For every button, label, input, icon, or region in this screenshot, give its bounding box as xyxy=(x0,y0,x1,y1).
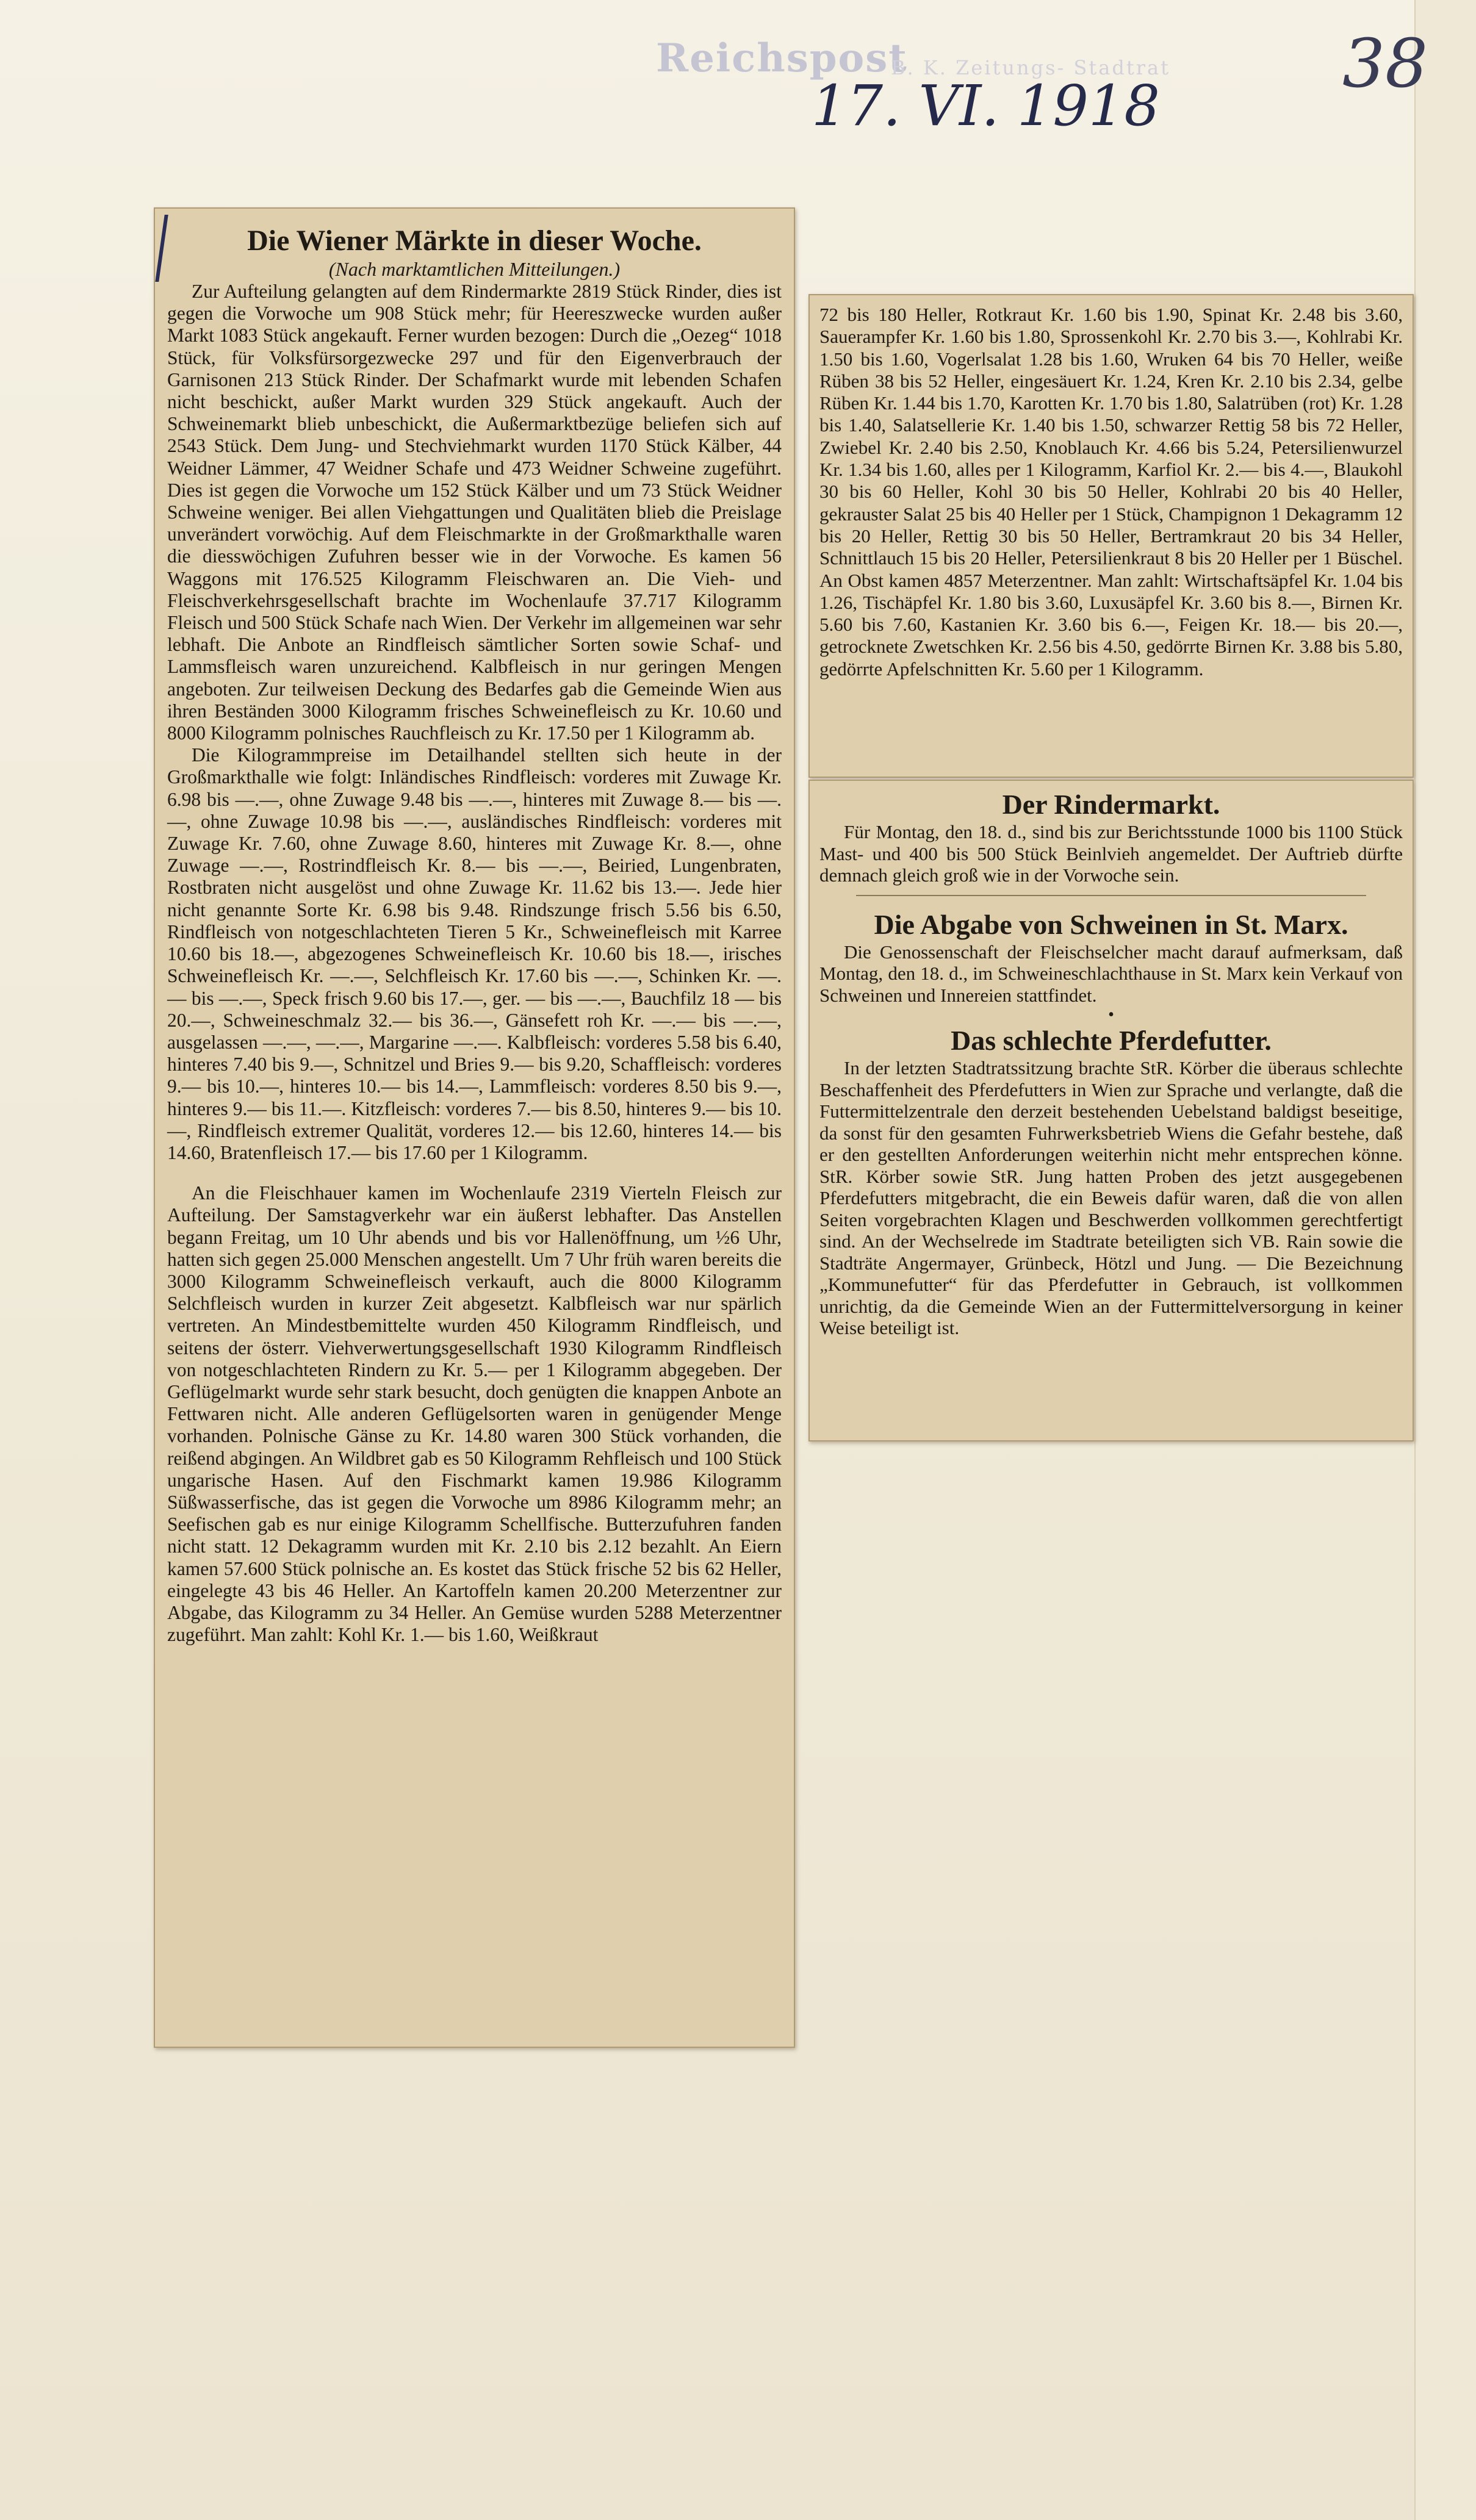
paragraph-gap xyxy=(167,1164,782,1182)
article-paragraph: In der letzten Stadtratssitzung brachte StR. Körber die überaus schlechte Beschaffenheit des Pferdefutters in Wien zur Sprache und verlangte, daß die Futtermittelzentrale den derzeit bestehenden Uebelstand baldigst beseitige, da sonst für den gesamten Fuhrwerksbetrieb Wiens die Gefahr bestehe, daß er den gestellten Anforderungen weiterhin nicht mehr entsprechen könne. StR. Körber sowie StR. Jung hatten Proben des jetzt ausgegebenen Pferdefutters mitgebracht, die ein Beweis dafür waren, daß die von allen Seiten vorgebrachten Klagen und Beschwerden vollkommen gerechtfertigt sind. An der Wechselrede im Stadtrate beteiligten sich VB. Rain sowie die Stadträte Angermayer, Grünbeck, Hötzl und Jung. — Die Bezeichnung „Kommunefutter“ für das Pferdefutter in Gebrauch, ist vollkommen unrichtig, da die Gemeinde Wien an der Futtermittelversorgung in keiner Weise beteiligt ist. xyxy=(819,1057,1403,1338)
sheet-edge xyxy=(1414,0,1476,2520)
divider xyxy=(856,895,1366,896)
page-number: 38 xyxy=(1342,24,1428,102)
article-subtitle: (Nach marktamtlichen Mitteilungen.) xyxy=(328,258,621,280)
clipping-markets xyxy=(154,207,795,2048)
article-paragraph: Die Genossenschaft der Fleischselcher macht darauf aufmerksam, daß Montag, den 18. d., im Schweineschlachthause in St. Marx kein Verkauf von Schweinen und Innereien stattfindet. xyxy=(819,941,1403,1006)
clipping-markets-continued xyxy=(808,294,1414,778)
article-title: Die Wiener Märkte in dieser Woche. xyxy=(247,224,702,257)
article-title: Der Rindermarkt. xyxy=(1002,789,1220,820)
article-paragraph: An die Fleischhauer kamen im Wochenlaufe 2319 Vierteln Fleisch zur Aufteilung. Der Samstagverkehr war ein äußerst lebhafter. Das Anstellen begann Freitag, um 10 Uhr abends und bis vor Hallenöffnung, um ½6 Uhr, hatten sich gegen 25.000 Menschen angestellt. Um 7 Uhr früh waren bereits die 3000 Kilogramm Schweinefleisch verkauft, auch die 8000 Kilogramm Selchfleisch wurden in kurzer Zeit abgesetzt. Kalbfleisch war nur spärlich vertreten. An Mindestbemittelte wurden 450 Kilogramm Rindfleisch, und seitens der österr. Viehverwertungsgesellschaft 1930 Kilogramm Rindfleisch von notgeschlachteten Rindern zu Kr. 5.— per 1 Kilogramm abgegeben. Der Geflügelmarkt wurde sehr stark besucht, doch genügten die knappen Anbote an Fettwaren nicht. Alle anderen Geflügelsorten waren in genügender Menge vorhanden. Polnische Gänse zu Kr. 14.80 waren 300 Stück vorhanden, die reißend abgingen. An Wildbret gab es 50 Kilogramm Rehfleisch und 100 Stück ungarische Hasen. Auf den Fischmarkt kamen 19.986 Kilogramm Süßwasserfische, das ist gegen die Vorwoche um 8986 Kilogramm mehr; an Seefischen gab es nur einige Kilogramm Schellfische. Butterzufuhren fanden nicht statt. 12 Dekagramm wurden mit Kr. 2.10 bis 2.12 bezahlt. An Eiern kamen 57.600 Stück polnische an. Es kostet das Stück frische 52 bis 62 Heller, eingelegte 43 bis 46 Heller. An Kartoffeln kamen 20.200 Meterzentner zur Abgabe, das Kilogramm zu 34 Heller. An Gemüse wurden 5288 Meterzentner zugeführt. Man zahlt: Kohl Kr. 1.— bis 1.60, Weißkraut xyxy=(167,1182,782,1646)
article-paragraph: 72 bis 180 Heller, Rotkraut Kr. 1.60 bis 1.90, Spinat Kr. 2.48 bis 3.60, Sauerampfer Kr. 1.60 bis 1.80, Sprossenkohl Kr. 2.70 bis 3.—, Kohlrabi Kr. 1.50 bis 1.60, Vogerlsalat 1.28 bis 1.60, Wruken 64 bis 70 Heller, weiße Rüben 38 bis 52 Heller, eingesäuert Kr. 1.24, Kren Kr. 2.10 bis 2.34, gelbe Rüben Kr. 1.44 bis 1.70, Karotten Kr. 1.70 bis 1.80, Salatrüben (rot) Kr. 1.28 bis 1.40, Salatsellerie Kr. 1.40 bis 1.50, schwarzer Rettig 58 bis 72 Heller, Zwiebel Kr. 2.40 bis 2.50, Knoblauch Kr. 4.66 bis 5.24, Petersilienwurzel Kr. 1.34 bis 1.60, alles per 1 Kilogramm, Karfiol Kr. 2.— bis 4.—, Blaukohl 30 bis 60 Heller, Kohl 30 bis 50 Heller, Kohlrabi 20 bis 40 Heller, gekrauster Salat 25 bis 40 Heller per 1 Stück, Champignon 1 Dekagramm 12 bis 20 Heller, Rettig 30 bis 50 Heller, Bertramkraut 20 bis 34 Heller, Schnittlauch 15 bis 20 Heller, Petersilienkraut 8 bis 20 Heller per 1 Büschel. An Obst kamen 4857 Meterzentner. Man zahlt: Wirtschaftsäpfel Kr. 1.04 bis 1.26, Tischäpfel Kr. 1.80 bis 3.60, Luxusäpfel Kr. 3.60 bis 8.—, Birnen Kr. 5.60 bis 7.60, Kastanien Kr. 3.60 bis 6.—, Feigen Kr. 18.— bis 20.—, getrocknete Zwetschken Kr. 2.56 bis 4.50, gedörrte Birnen Kr. 3.88 bis 5.80, gedörrte Apfelschnitten Kr. 5.60 per 1 Kilogramm. xyxy=(819,304,1403,680)
handwritten-date: 17. VI. 1918 xyxy=(812,73,1160,138)
article-title: Das schlechte Pferdefutter. xyxy=(951,1025,1272,1056)
article-title: Die Abgabe von Schweinen in St. Marx. xyxy=(874,908,1348,940)
newspaper-stamp: Reichspost xyxy=(656,35,908,81)
separator: • xyxy=(1108,1005,1114,1024)
article-paragraph: Für Montag, den 18. d., sind bis zur Berichtsstunde 1000 bis 1100 Stück Mast- und 400 bis 500 Stück Beinlvieh angemeldet. Der Auftrieb dürfte demnach gleich groß wie in der Vorwoche sein. xyxy=(819,821,1403,886)
clipping-short-notices xyxy=(808,780,1414,1441)
stamp-subtitle: B. K. Zeitungs- Stadtrat xyxy=(891,56,1170,79)
article-paragraph: Zur Aufteilung gelangten auf dem Rindermarkte 2819 Stück Rinder, dies ist gegen die Vorwoche um 908 Stück mehr; für Heereszwecke wurden außer Markt 1083 Stück angekauft. Ferner wurden bezogen: Durch die „Oezeg“ 1018 Stück, für Volksfürsorgezwecke 297 und für den Eigenverbrauch der Garnisonen 213 Stück Rinder. Der Schafmarkt wurde mit lebenden Schafen nicht beschickt, außer Markt wurden 329 Stück angekauft. Auch der Schweinemarkt blieb unbeschickt, die Außermarktbezüge beliefen sich auf 2543 Stück. Dem Jung- und Stechviehmarkt wurden 1170 Stück Kälber, 44 Weidner Lämmer, 47 Weidner Schafe und 473 Weidner Schweine zugeführt. Dies ist gegen die Vorwoche um 152 Stück Kälber und um 73 Stück Weidner Schweine weniger. Bei allen Viehgattungen und Qualitäten blieb die Preislage unverändert vorwöchig. Auf dem Fleischmarkte in der Großmarkthalle waren die diesswöchigen Zufuhren besser wie in der Vorwoche. Es kamen 56 Waggons mit 176.525 Kilogramm Fleischwaren an. Die Vieh- und Fleischverkehrsgesellschaft brachte im Wochenlaufe 37.717 Kilogramm Fleisch und 500 Stück Schafe nach Wien. Der Verkehr im allgemeinen war sehr lebhaft. Die Anbote an Rindfleisch sämtlicher Sorten sowie Schaf- und Lammsfleisch waren unzureichend. Kalbfleisch in nur geringen Mengen angeboten. Zur teilweisen Deckung des Bedarfes gab die Gemeinde Wien aus ihren Beständen 3000 Kilogramm frisches Schweinefleisch zu Kr. 10.60 und 8000 Kilogramm polnisches Rauchfleisch zu Kr. 17.50 per 1 Kilogramm ab. xyxy=(167,281,782,744)
article-paragraph: Die Kilogrammpreise im Detailhandel stellten sich heute in der Großmarkthalle wie folgt: Inländisches Rindfleisch: vorderes mit Zuwage Kr. 6.98 bis —.—, ohne Zuwage 9.48 bis —.—, hinteres mit Zuwage 8.— bis —.—, ohne Zuwage 10.98 bis —.—, ausländisches Rindfleisch: vorderes mit Zuwage Kr. 7.60, ohne Zuwage 8.60, hinteres mit Zuwage Kr. 8.—, ohne Zuwage —.—, Rostrindfleisch Kr. 8.— bis —.—, Beiried, Lungenbraten, Rostbraten nicht ausgelöst und ohne Zuwage Kr. 11.62 bis 13.—. Jede hier nicht genannte Sorte Kr. 6.98 bis 9.48. Rindszunge frisch 5.56 bis 6.50, Rindfleisch von notgeschlachteten Tieren 5 Kr., Schweinefleisch mit Karree 10.60 bis 18.—, abgezogenes Schweinefleisch Kr. 10.60 bis 18.—, irisches Schweinefleisch Kr. —.—, Selchfleisch Kr. 17.60 bis —.—, Schinken Kr. —.— bis —.—, Speck frisch 9.60 bis 17.—, ger. — bis —.—, Bauchfilz 18 — bis 20.—, Schweineschmalz 32.— bis 36.—, Gänsefett roh Kr. —.— bis —.—, ausgelassen —.—, —.—, Margarine —.—. Kalbfleisch: vorderes 5.58 bis 6.40, hinteres 7.40 bis 9.—, Schnitzel und Bries 9.— bis 9.20, Schaffleisch: vorderes 9.— bis 10.—, hinteres 10.— bis 14.—, Lammfleisch: vorderes 8.50 bis 9.—, hinteres 9.— bis 11.—. Kitzfleisch: vorderes 7.— bis 8.50, hinteres 9.— bis 10.—, Rindfleisch extremer Qualität, vorderes 12.— bis 12.60, hinteres 14.— bis 14.60, Bratenfleisch 17.— bis 17.60 per 1 Kilogramm. xyxy=(167,744,782,1163)
